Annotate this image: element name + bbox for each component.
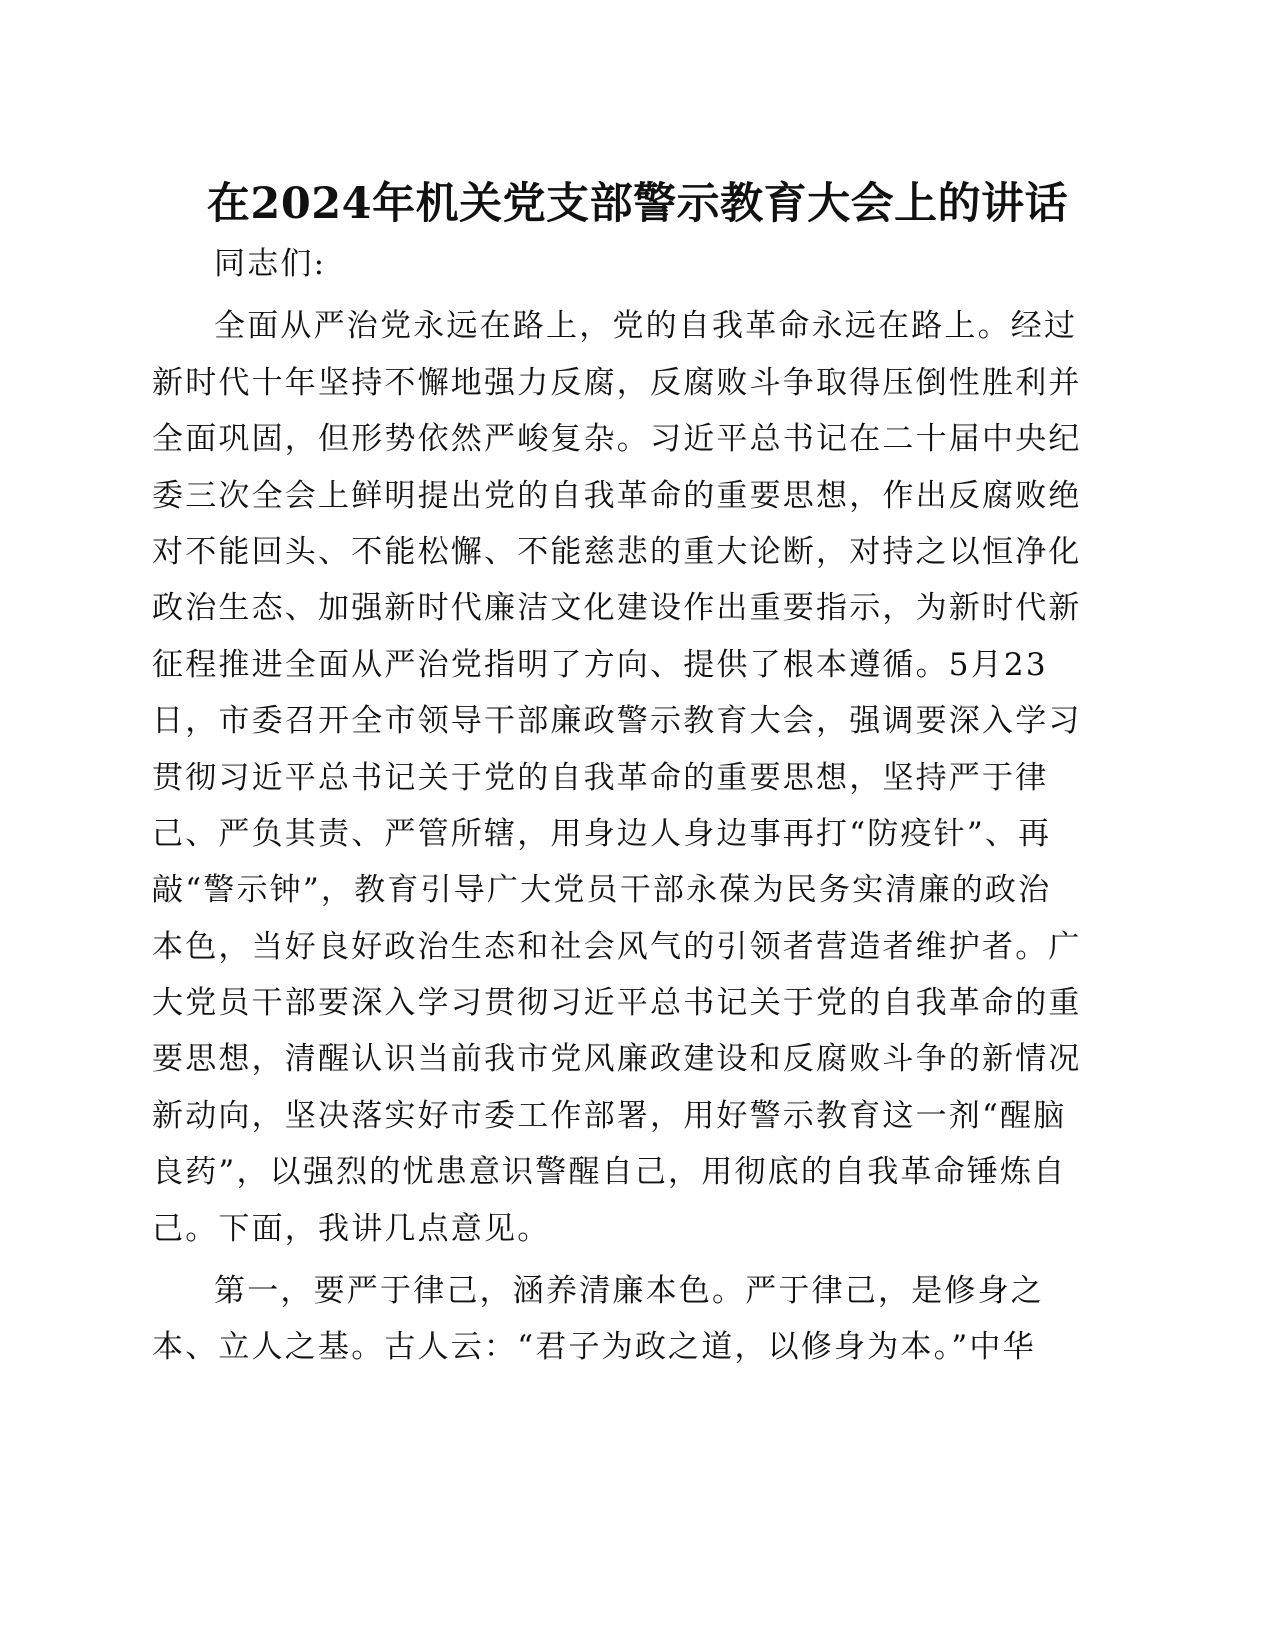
text-line: 第一，要严于律己，涵养清廉本色。严于律己，是修身之 (214, 1273, 1044, 1310)
text-line: 良药”，以强烈的忧患意识警醒自己，用彻底的自我革命锤炼自 (152, 1154, 1067, 1191)
text-line: 委三次全会上鲜明提出党的自我革命的重要思想，作出反腐败绝 (152, 477, 1082, 514)
text-line: 新动向，坚决落实好市委工作部署，用好警示教育这一剂“醒脑 (152, 1097, 1067, 1134)
text-line: 全面从严治党永远在路上，党的自我革命永远在路上。经过 (214, 308, 1078, 345)
salutation: 同志们: (214, 246, 327, 282)
text-line: 征程推进全面从严治党指明了方向、提供了根本遵循。5月23 (152, 646, 1048, 683)
paragraph-1 (152, 298, 1082, 1257)
document-body (152, 236, 1082, 1376)
text-line: 本色，当好良好政治生态和社会风气的引领者营造者维护者。广 (152, 928, 1082, 965)
text-line: 要思想，清醒认识当前我市党风廉政建设和反腐败斗争的新情况 (152, 1041, 1082, 1078)
text-line: 全面巩固，但形势依然严峻复杂。习近平总书记在二十届中央纪 (152, 421, 1082, 458)
text-line: 贯彻习近平总书记关于党的自我革命的重要思想，坚持严于律 (152, 759, 1049, 796)
text-line: 本、立人之基。古人云：“君子为政之道，以修身为本。”中华 (152, 1329, 1036, 1366)
text-line: 日，市委召开全市领导干部廉政警示教育大会，强调要深入学习 (152, 703, 1082, 740)
text-line: 对不能回头、不能松懈、不能慈悲的重大论断，对持之以恒净化 (152, 533, 1082, 570)
text-line: 敲“警示钟”，教育引导广大党员干部永葆为民务实清廉的政治 (152, 872, 1052, 909)
document-title: 在2024年机关党支部警示教育大会上的讲话 (206, 179, 1069, 229)
text-line: 己、严负其责、严管所辖，用身边人身边事再打“防疫针”、再 (152, 815, 1052, 852)
text-line: 己。下面，我讲几点意见。 (152, 1210, 551, 1247)
paragraph-2 (152, 1263, 1082, 1376)
text-line: 政治生态、加强新时代廉洁文化建设作出重要指示，为新时代新 (152, 590, 1082, 627)
text-line: 新时代十年坚持不懈地强力反腐，反腐败斗争取得压倒性胜利并 (152, 364, 1082, 401)
text-line: 大党员干部要深入学习贯彻习近平总书记关于党的自我革命的重 (152, 985, 1082, 1022)
